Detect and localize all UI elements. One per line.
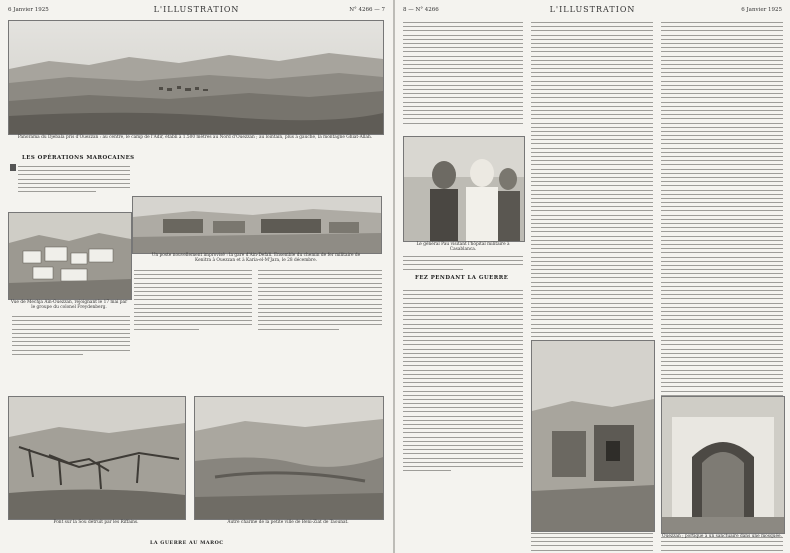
- left-col1-text-mid: [12, 316, 130, 358]
- right-col1-text-top: [403, 22, 523, 127]
- arch-photo: [661, 396, 785, 534]
- panorama-photo: [8, 20, 384, 135]
- right-col1-text-bottom: [403, 290, 523, 474]
- right-middle-heading: FEZ PENDANT LA GUERRE: [415, 275, 509, 281]
- camp-image: [133, 197, 381, 253]
- camp-photo: [132, 196, 382, 254]
- panorama-image: [9, 21, 383, 134]
- left-page-date: 6 Janvier 1925: [8, 7, 49, 13]
- portrait-caption: Le général Pau visitant l'hôpital militaire à Casablanca.: [416, 242, 510, 252]
- bridge-photo: [8, 396, 186, 520]
- panorama-caption: Panorama du Djebala pris d'Ouezzan : au centre, le camp de l'Adir, établi à 1.500 mètres au Nord d'Ouezzan ; au lointain, plus à gauche, la montagne Ghiat-Allah.: [17, 135, 373, 140]
- bridge-image: [9, 397, 185, 519]
- right-page: [395, 0, 790, 553]
- left-dropcap: [10, 164, 16, 171]
- river-photo: [194, 396, 384, 520]
- river-image: [195, 397, 383, 519]
- left-page-number: N° 4266 — 7: [349, 7, 385, 13]
- camp-caption: Un poste nouvellement improvisé : la gare d'Ain-Defali. Ensemble du chemin de fer militaire de Kenitra à Ouezzan et à Karia-el-M'Jara, le 28 décembre.: [151, 253, 361, 263]
- left-page-header: [8, 5, 385, 17]
- left-page: [0, 0, 393, 553]
- left-main-heading: LES OPÉRATIONS MAROCAINES: [22, 155, 135, 161]
- village-caption: Vue de Mechja Ain-Ouezzan, rejoignant le 17 mai par le groupe du colonel Freydenberg.: [10, 300, 128, 310]
- village-photo: [8, 212, 132, 300]
- river-caption: Autre charme de la petite ville de Beni-Ziat de Taounat.: [227, 520, 349, 525]
- right-page-header: [403, 5, 782, 17]
- arch-caption: Ouezzan ; portique à un sanctuaire dans une mosquée.: [662, 534, 782, 539]
- village-image: [9, 213, 131, 299]
- left-col3-text: [258, 270, 382, 333]
- right-page-date: 6 Janvier 1925: [741, 7, 782, 13]
- left-col2-text: [134, 270, 252, 333]
- portrait-image: [404, 137, 524, 241]
- right-col1-text-mid: [403, 256, 523, 273]
- right-page-masthead: L'ILLUSTRATION: [549, 5, 636, 14]
- portrait-photo: [403, 136, 525, 242]
- left-bottom-heading: LA GUERRE AU MAROC: [150, 540, 224, 546]
- bridge-caption: Pont sur la Sou détruit par les Riffains.: [53, 520, 139, 525]
- left-page-masthead: L'ILLUSTRATION: [153, 5, 240, 14]
- arch-image: [662, 397, 784, 533]
- right-page-number: 8 — N° 4266: [403, 7, 439, 13]
- left-col1-text-top: [18, 166, 130, 195]
- ruins-photo: [531, 340, 655, 532]
- ruins-image: [532, 341, 654, 531]
